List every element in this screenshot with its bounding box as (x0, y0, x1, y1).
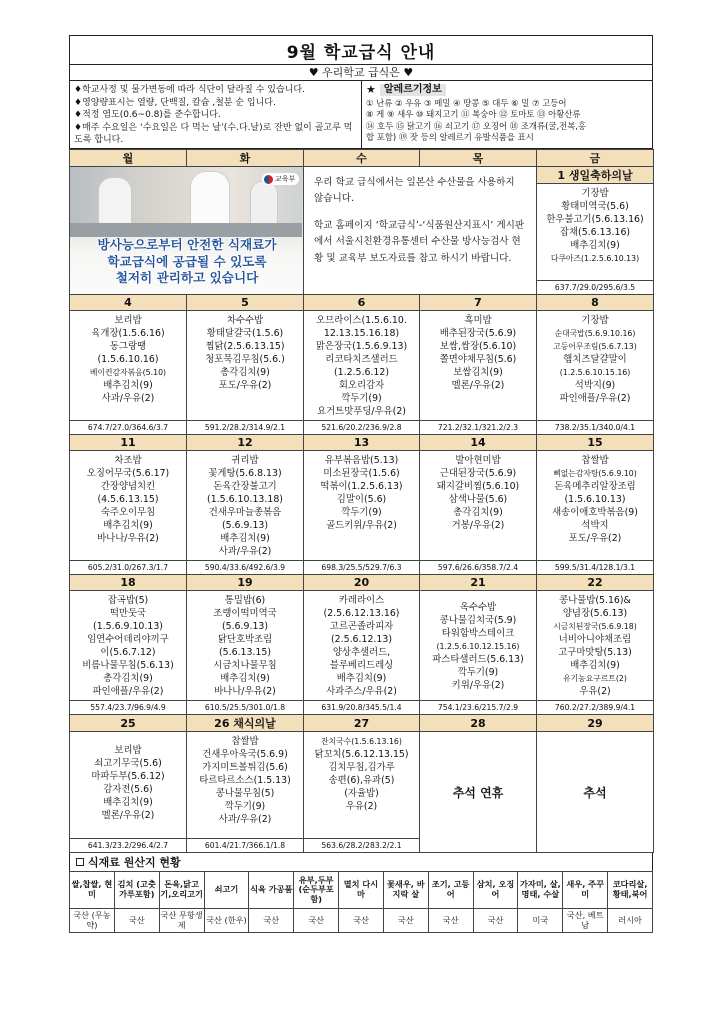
nutrition-cell: 591.2/28.2/314.9/2.1 (187, 421, 304, 435)
notice-list (70, 81, 362, 148)
menu-calendar (69, 149, 654, 853)
safety-banner (70, 167, 304, 295)
origin-title: 식재료 원산지 현황 (69, 853, 653, 871)
star-icon: ★ (366, 83, 376, 96)
weekday-header (70, 150, 654, 167)
origin-value: 국산 (한우) (204, 909, 249, 933)
nutrition-cell: 590.4/33.6/492.6/3.9 (187, 561, 304, 575)
allergy-line: 합 포함) ⑲ 잣 등의 알레르기 유발식품을 표시 (366, 132, 534, 143)
origin-item: 쇠고기 (204, 872, 249, 909)
nutrition-cell: 557.4/23.7/96.9/4.9 (70, 701, 187, 715)
nutrition-cell: 610.5/25.5/301.0/1.8 (187, 701, 304, 715)
date-cell: 1 생일축하의날 (537, 167, 654, 184)
origin-table (69, 871, 653, 933)
notice-item: ♦영양량표시는 열량, 단백질, 칼슘 ,철분 순 입니다. (74, 97, 276, 108)
menu-cell: 콩나물밥(5.16)& 양념장(5.6.13) 시금치된장국(5.6.9.18) 너비아니야채조림 고구마맛탕(5.13) 배추김치(9) 유기농요구르트(2) 우유(2) (537, 591, 654, 701)
weekday-wed: 수 (304, 150, 420, 167)
origin-values-row (70, 909, 653, 933)
nutrition-cell: 721.2/32.1/321.2/2.3 (420, 421, 537, 435)
date-cell: 4 (70, 295, 187, 311)
menu-cell: 흑미밥 배추된장국(5.6.9) 보쌈,쌈장(5.6.10) 쫄면야채무침(5.6) 보쌈김치(9) 멜론/우유(2) (420, 311, 537, 421)
origin-item: 삼치, 오징 어 (473, 872, 518, 909)
holiday-cell: 추석 (537, 732, 654, 853)
date-cell: 15 (537, 435, 654, 451)
nutrition-cell: 601.4/21.7/366.1/1.8 (187, 839, 304, 853)
date-cell: 5 (187, 295, 304, 311)
banner-headline: 방사능으로부터 안전한 식재료가 학교급식에 공급될 수 있도록 철저히 관리하고 있습니다 (97, 237, 277, 285)
date-cell: 18 (70, 575, 187, 591)
menu-cell: 차수수밥 황태달걀국(1.5.6) 찜닭(2.5.6.13.15) 청포묵김무침(5.6.) 총각김치(9) 포도/우유(2) (187, 311, 304, 421)
menu-cell: 기장밥 황태미역국(5.6) 한우불고기(5.6.13.16) 잡채(5.6.13.16) 배추김치(9) 다쿠아즈(1.2.5.6.10.13) (537, 184, 654, 281)
notice-item: ♦적정 염도(0.6~0.8)를 준수합니다. (74, 110, 221, 120)
allergy-line: ⑭ 호두 ⑮ 닭고기 ⑯ 쇠고기 ⑰ 오징어 ⑱ 조개류(굴,전복,홍 (366, 120, 587, 131)
nutrition-cell: 631.9/20.8/345.5/1.4 (304, 701, 420, 715)
date-cell: 25 (70, 715, 187, 732)
nutrition-cell: 698.3/25.5/529.7/6.3 (304, 561, 420, 575)
allergy-line: ⑧ 게 ⑨ 새우 ⑩ 돼지고기 ⑪ 복숭아 ⑫ 토마토 ⑬ 아황산류 (366, 109, 581, 120)
allergy-info (362, 81, 652, 148)
date-cell: 14 (420, 435, 537, 451)
subtitle: ♥ 우리학교 급식은 ♥ (69, 65, 653, 81)
origin-item: 새우, 주꾸미 (563, 872, 608, 909)
date-cell: 29 (537, 715, 654, 732)
date-cell: 7 (420, 295, 537, 311)
origin-value: 국산 (무농약) (70, 909, 115, 933)
nutrition-cell: 563.6/28.2/283.2/2.1 (304, 839, 420, 853)
nutrition-cell: 760.2/27.2/389.9/4.1 (537, 701, 654, 715)
origin-value: 국산 무항생제 (159, 909, 204, 933)
origin-value: 국산 (383, 909, 428, 933)
weekday-thu: 목 (420, 150, 537, 167)
date-cell: 12 (187, 435, 304, 451)
weekday-tue: 화 (187, 150, 304, 167)
menu-cell: 보리밥 육개장(1.5.6.16) 동그랑땡 (1.5.6.10.16) 베이컨감자볶음(5.10) 배추김치(9) 사과/우유(2) (70, 311, 187, 421)
origin-item: 김치 (고춧가루포함) (114, 872, 159, 909)
info-row (69, 81, 653, 149)
date-cell: 27 (304, 715, 420, 732)
origin-item: 돈육,닭고기,오리고기 (159, 872, 204, 909)
date-cell: 8 (537, 295, 654, 311)
menu-cell: 유부볶음밥(5.13) 미소된장국(1.5.6) 떡볶이(1.2.5.6.13) 김말이(5.6) 깍두기(9) 골드키위/우유(2) (304, 451, 420, 561)
origin-value: 국산 (473, 909, 518, 933)
origin-item: 가자미, 살,명태, 수살 (518, 872, 563, 909)
nutrition-cell: 605.2/31.0/267.3/1.7 (70, 561, 187, 575)
origin-value: 국산, 베트남 (563, 909, 608, 933)
menu-cell: 차조밥 오징어무국(5.6.17) 간장양념치킨 (4.5.6.13.15) 숙주오이무침 배추김치(9) 바나나/우유(2) (70, 451, 187, 561)
menu-cell: 카레라이스 (2.5.6.12.13.16) 고르곤졸라피자 (2.5.6.12.13) 양상추샐러드, 블루베리드레싱 배추김치(9) 사과주스/우유(2) (304, 591, 420, 701)
allergy-title: 알레르기정보 (380, 84, 446, 96)
allergy-line: ① 난류 ② 우유 ③ 메밀 ④ 땅콩 ⑤ 대두 ⑥ 밀 ⑦ 고등어 (366, 97, 567, 108)
date-cell: 28 (420, 715, 537, 732)
date-cell: 19 (187, 575, 304, 591)
date-cell: 11 (70, 435, 187, 451)
origin-item: 식육 가공품 (249, 872, 294, 909)
menu-cell: 잡곡밥(5) 떡만둣국 (1.5.6.9.10.13) 임연수어데리야끼구 이(5.6.7.12) 비름나물무침(5.6.13) 총각김치(9) 파인애플/우유(2) (70, 591, 187, 701)
nutrition-cell: 637.7/29.0/295.6/3.5 (537, 281, 654, 295)
ministry-logo: 교육부 (262, 173, 299, 185)
origin-value: 국산 (249, 909, 294, 933)
seafood-notice: 우리 학교 급식에서는 일본산 수산물을 사용하지 않습니다. 학교 홈페이지 ‘학교급식’-‘식품원산지표시’ 게시판에서 서울시친환경유통센터 수산물 방사능검사 현황 및 교육부 보도자료를 참고 하시기 바랍니다. (304, 167, 537, 295)
origin-item: 꽃새우, 바지락 살 (383, 872, 428, 909)
menu-cell: 보리밥 쇠고기무국(5.6) 마파두부(5.6.12) 감자전(5.6) 배추김치(9) 멜론/우유(2) (70, 732, 187, 839)
menu-cell: 귀리밥 꽃게탕(5.6.8.13) 돈육간장불고기 (1.5.6.10.13.18) 건새우마늘종볶음 (5.6.9.13) 배추김치(9) 사과/우유(2) (187, 451, 304, 561)
weekday-fri: 금 (537, 150, 654, 167)
origin-item: 멸치 다시 마 (339, 872, 384, 909)
date-cell: 6 (304, 295, 420, 311)
date-cell: 20 (304, 575, 420, 591)
origin-value: 국산 (428, 909, 473, 933)
date-cell: 13 (304, 435, 420, 451)
nutrition-cell: 674.7/27.0/364.6/3.7 (70, 421, 187, 435)
origin-value: 국산 (339, 909, 384, 933)
menu-cell: 통밀밥(6) 조랭이떡미역국 (5.6.9.13) 닭단호박조림 (5.6.13.15) 시금치나물무침 배추김치(9) 바나나/우유(2) (187, 591, 304, 701)
date-cell: 22 (537, 575, 654, 591)
nutrition-cell: 738.2/35.1/340.0/4.1 (537, 421, 654, 435)
menu-cell: 발아현미밥 근대된장국(5.6.9) 돼지갈비찜(5.6.10) 삼색나물(5.6) 총각김치(9) 거봉/우유(2) (420, 451, 537, 561)
menu-cell: 옥수수밥 콩나물김치국(5.9) 타워함박스테이크 (1.2.5.6.10.12.15.16) 파스타샐러드(5.6.13) 깍두기(9) 키위/우유(2) (420, 591, 537, 701)
date-cell: 26 채식의날 (187, 715, 304, 732)
origin-item: 쌀,찹쌀, 현미 (70, 872, 115, 909)
date-cell: 21 (420, 575, 537, 591)
origin-value: 국산 (114, 909, 159, 933)
nutrition-cell: 599.5/31.4/128.1/3.1 (537, 561, 654, 575)
holiday-cell: 추석 연휴 (420, 732, 537, 853)
origin-value: 국산 (294, 909, 339, 933)
page-title: 9월 학교급식 안내 (286, 42, 436, 63)
menu-cell: 찹쌀밥 뼈없는감자탕(5.6.9.10) 돈육메추리알장조림 (1.5.6.10.13) 새송이애호박볶음(9) 석박지 포도/우유(2) (537, 451, 654, 561)
origin-item: 조기, 고등 어 (428, 872, 473, 909)
origin-item: 유부,두부 (순두부포함) (294, 872, 339, 909)
menu-cell: 오므라이스(1.5.6.10. 12.13.15.16.18) 맑은장국(1.5.6.9.13) 리코타치즈샐러드 (1.2.5.6.12) 회오리감자 깍두기(9) 요거트맛푸딩/우유(2) (304, 311, 420, 421)
origin-value: 러시아 (608, 909, 653, 933)
origin-value: 미국 (518, 909, 563, 933)
origin-items-row (70, 872, 653, 909)
nutrition-cell: 597.6/26.6/358.7/2.4 (420, 561, 537, 575)
notice-item: ♦매주 수요일은 ‘수요일은 다 먹는 날’(수.다.날)로 잔반 없이 골고루 먹도록 합니다. (74, 122, 353, 145)
menu-cell: 찹쌀밥 건새우아욱국(5.6.9) 가지미트볼튀김(5.6) 타르타르소스(1.5.13) 콩나물무침(5) 깍두기(9) 사과/우유(2) (187, 732, 304, 839)
menu-cell: 기장밥 순대국밥(5.6.9.10.16) 고등어무조림(5.6.7.13) 햄치즈달걀말이 (1.2.5.6.10.15.16) 석박지(9) 파인애플/우유(2) (537, 311, 654, 421)
menu-cell: 잔치국수(1.5.6.13.16) 닭꼬치(5.6.12.13.15) 김치무침,김가루 송편(6),유과(5) (자율밥) 우유(2) (304, 732, 420, 839)
nutrition-cell: 641.3/23.2/296.4/2.7 (70, 839, 187, 853)
origin-item: 코다리살, 황태,북어 (608, 872, 653, 909)
taegeuk-icon (264, 175, 273, 184)
nutrition-cell: 754.1/23.6/215.7/2.9 (420, 701, 537, 715)
weekday-mon: 월 (70, 150, 187, 167)
checkbox-square-icon (76, 858, 84, 866)
menu-sheet (69, 35, 653, 933)
notice-item: ♦학교사정 및 물가변동에 따라 식단이 달라질 수 있습니다. (74, 85, 305, 95)
title-box (69, 35, 653, 65)
nutrition-cell: 521.6/20.2/236.9/2.8 (304, 421, 420, 435)
